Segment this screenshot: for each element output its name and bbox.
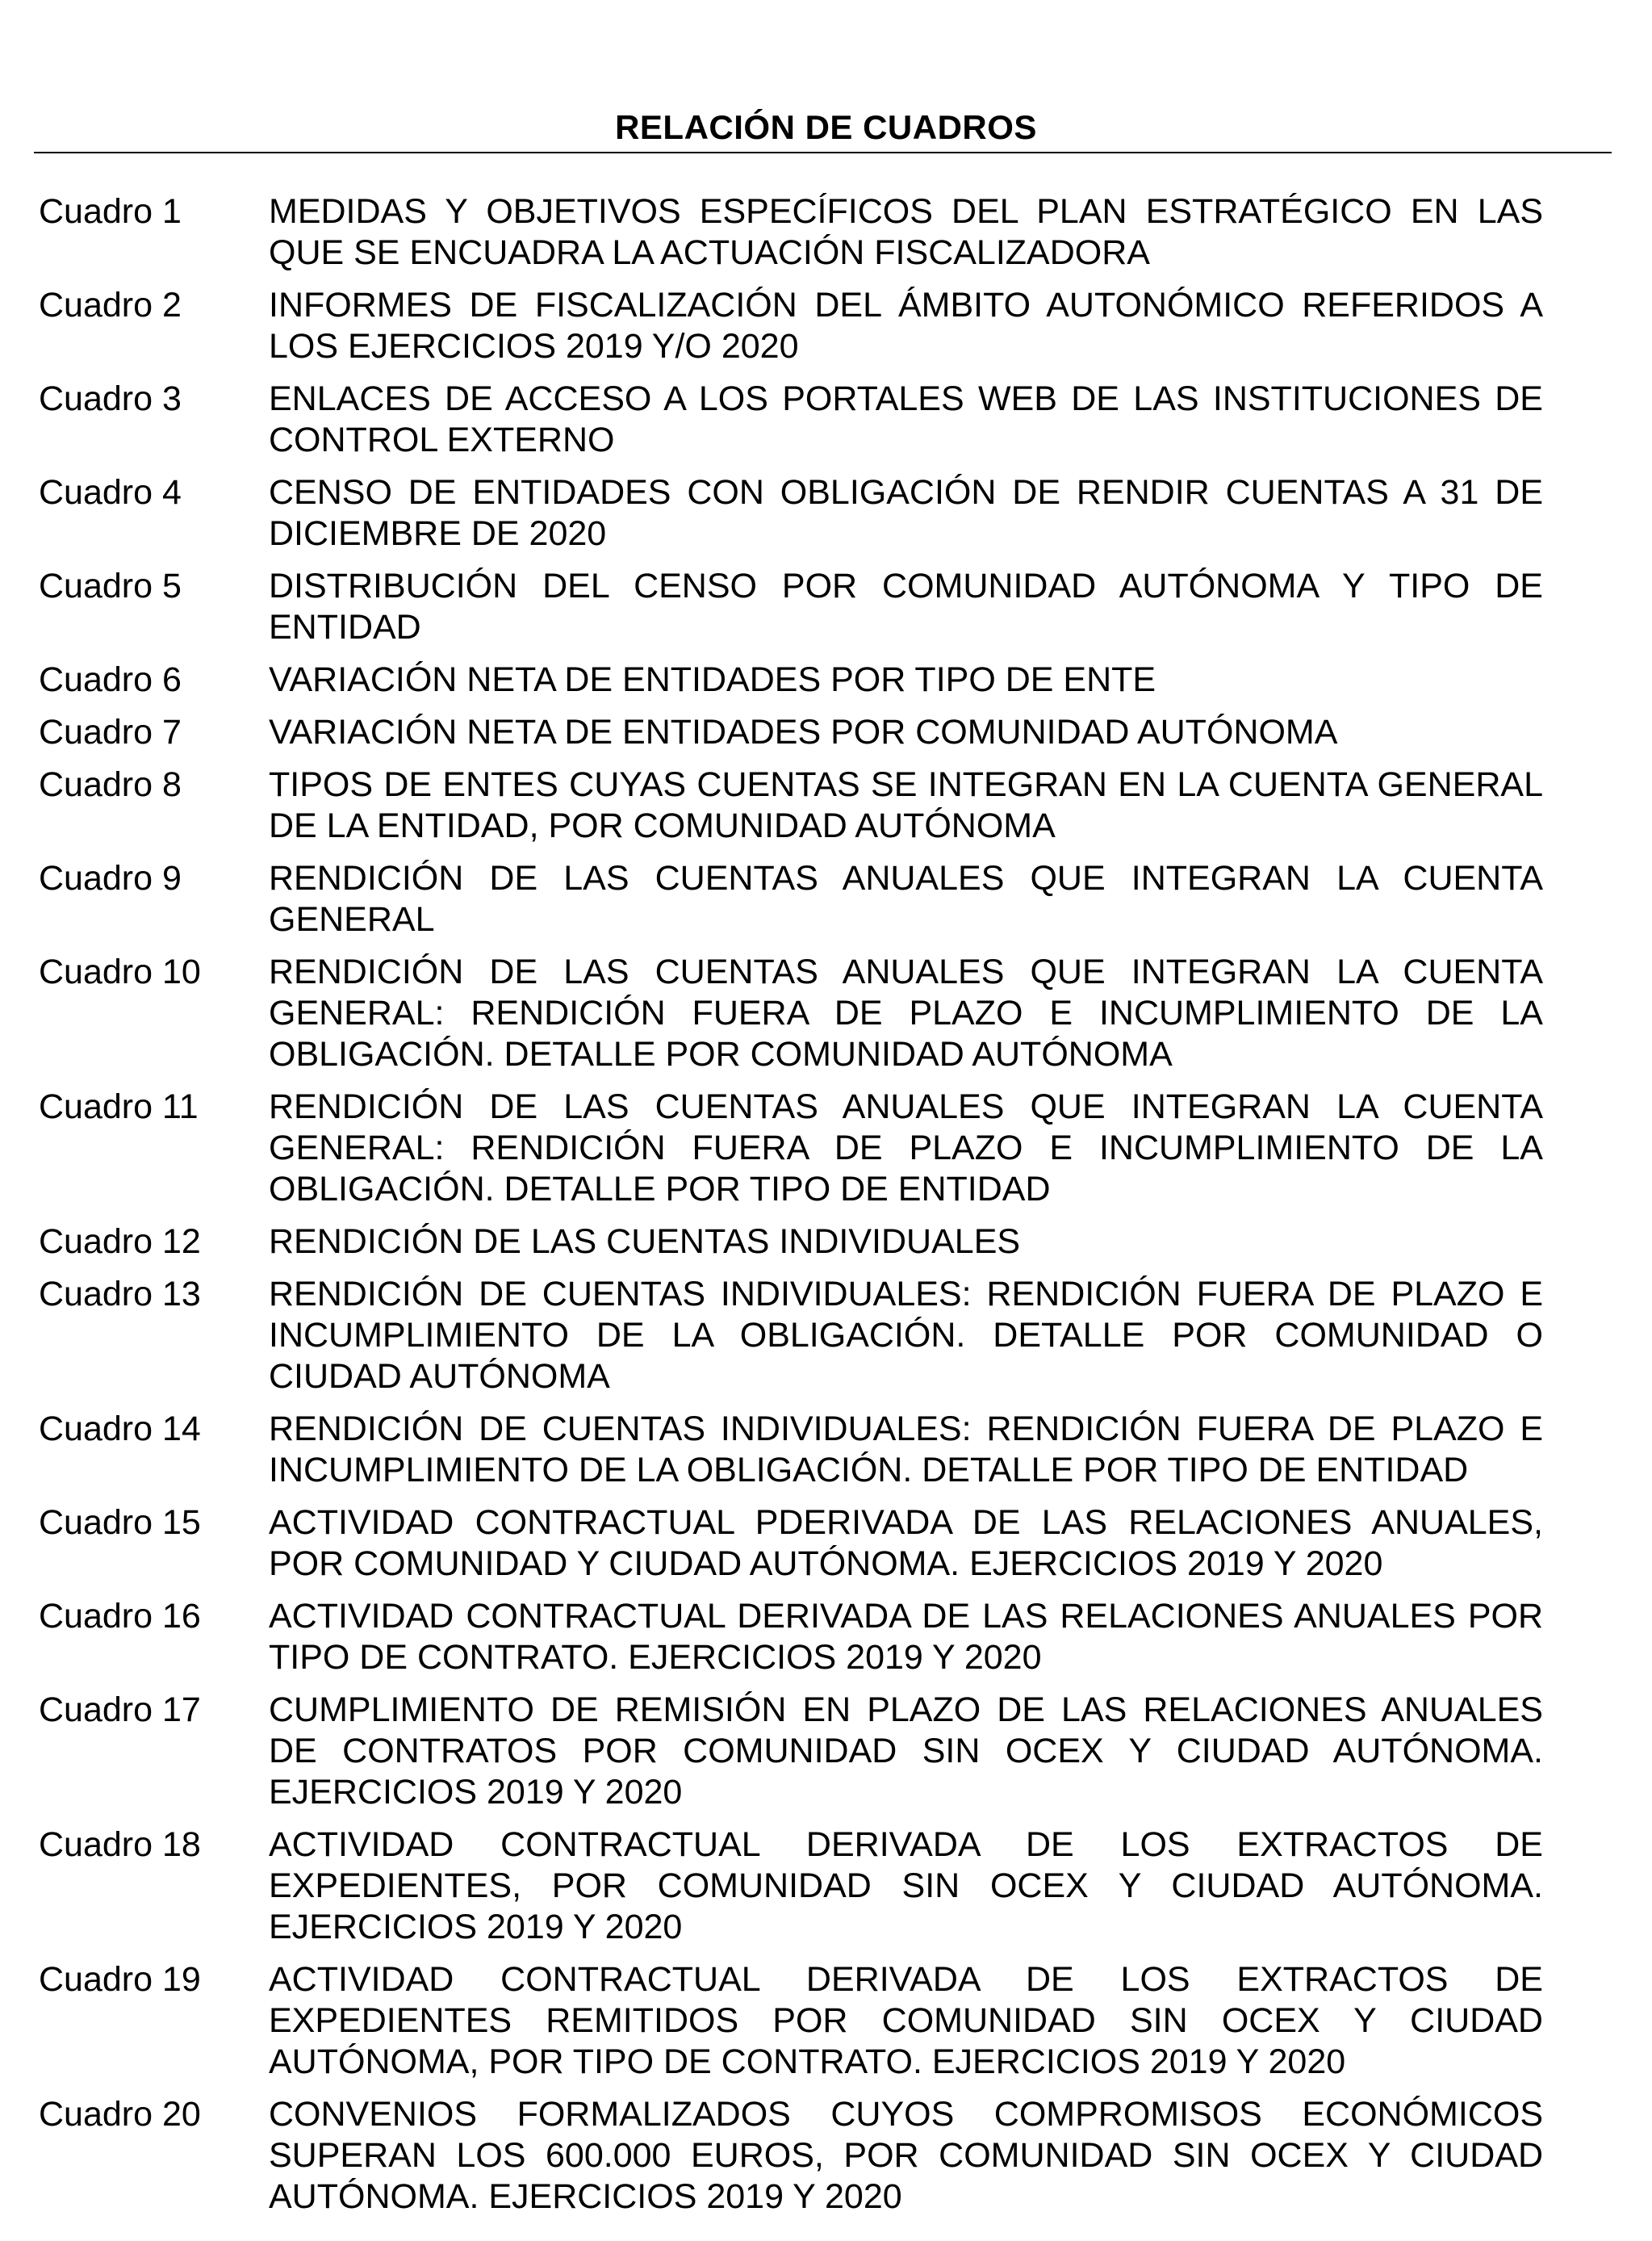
item-label: Cuadro 14: [39, 1410, 201, 1448]
list-item: [39, 285, 1543, 367]
table-list: [39, 191, 1543, 2229]
list-item: [39, 191, 1543, 274]
item-label: Cuadro 20: [39, 2095, 201, 2134]
item-label: Cuadro 2: [39, 286, 182, 325]
item-label: Cuadro 5: [39, 567, 182, 605]
item-description: RENDICIÓN DE CUENTAS INDIVIDUALES: RENDICIÓN FUERA DE PLAZO E INCUMPLIMIENTO DE LA OBLIGACIÓN. DETALLE POR TIPO DE ENTIDAD: [269, 1410, 1543, 1489]
item-label: Cuadro 13: [39, 1275, 201, 1313]
item-label: Cuadro 3: [39, 379, 182, 418]
item-description: RENDICIÓN DE CUENTAS INDIVIDUALES: RENDICIÓN FUERA DE PLAZO E INCUMPLIMIENTO DE LA OBLIGACIÓN. DETALLE POR COMUNIDAD O CIUDAD AUTÓNOMA: [269, 1275, 1543, 1396]
list-item: [39, 379, 1543, 461]
item-description: TIPOS DE ENTES CUYAS CUENTAS SE INTEGRAN EN LA CUENTA GENERAL DE LA ENTIDAD, POR COMUNIDAD AUTÓNOMA: [269, 765, 1543, 845]
item-description: MEDIDAS Y OBJETIVOS ESPECÍFICOS DEL PLAN ESTRATÉGICO EN LAS QUE SE ENCUADRA LA ACTUACIÓN FISCALIZADORA: [269, 192, 1543, 272]
item-label: Cuadro 12: [39, 1222, 201, 1261]
list-item: [39, 952, 1543, 1075]
item-label: Cuadro 8: [39, 765, 182, 804]
item-description: CENSO DE ENTIDADES CON OBLIGACIÓN DE RENDIR CUENTAS A 31 DE DICIEMBRE DE 2020: [269, 473, 1543, 553]
item-description: CUMPLIMIENTO DE REMISIÓN EN PLAZO DE LAS RELACIONES ANUALES DE CONTRATOS POR COMUNIDAD SIN OCEX Y CIUDAD AUTÓNOMA. EJERCICIOS 2019 Y 2020: [269, 1690, 1543, 1812]
list-item: [39, 1087, 1543, 1210]
item-description: ENLACES DE ACCESO A LOS PORTALES WEB DE LAS INSTITUCIONES DE CONTROL EXTERNO: [269, 379, 1543, 459]
item-label: Cuadro 15: [39, 1503, 201, 1542]
item-description: INFORMES DE FISCALIZACIÓN DEL ÁMBITO AUTONÓMICO REFERIDOS A LOS EJERCICIOS 2019 Y/O 2020: [269, 286, 1543, 366]
list-item: [39, 1502, 1543, 1585]
item-label: Cuadro 9: [39, 859, 182, 898]
page-title: RELACIÓN DE CUADROS: [615, 108, 1037, 146]
item-description: RENDICIÓN DE LAS CUENTAS INDIVIDUALES: [269, 1222, 1021, 1261]
item-label: Cuadro 19: [39, 1960, 201, 1999]
item-description: VARIACIÓN NETA DE ENTIDADES POR TIPO DE ENTE: [269, 660, 1156, 699]
item-description: ACTIVIDAD CONTRACTUAL DERIVADA DE LOS EXTRACTOS DE EXPEDIENTES REMITIDOS POR COMUNIDAD SIN OCEX Y CIUDAD AUTÓNOMA, POR TIPO DE CONTRATO. EJERCICIOS 2019 Y 2020: [269, 1960, 1543, 2081]
item-label: Cuadro 16: [39, 1597, 201, 1636]
list-item: [39, 712, 1543, 753]
item-description: ACTIVIDAD CONTRACTUAL DERIVADA DE LAS RELACIONES ANUALES POR TIPO DE CONTRATO. EJERCICIOS 2019 Y 2020: [269, 1597, 1543, 1677]
item-description: RENDICIÓN DE LAS CUENTAS ANUALES QUE INTEGRAN LA CUENTA GENERAL: RENDICIÓN FUERA DE PLAZO E INCUMPLIMIENTO DE LA OBLIGACIÓN. DETALLE POR TIPO DE ENTIDAD: [269, 1087, 1543, 1208]
list-item: [39, 1596, 1543, 1678]
list-item: [39, 1274, 1543, 1397]
list-item: [39, 764, 1543, 847]
item-description: DISTRIBUCIÓN DEL CENSO POR COMUNIDAD AUTÓNOMA Y TIPO DE ENTIDAD: [269, 567, 1543, 647]
item-label: Cuadro 4: [39, 473, 182, 512]
item-description: VARIACIÓN NETA DE ENTIDADES POR COMUNIDAD AUTÓNOMA: [269, 713, 1338, 752]
list-item: [39, 1959, 1543, 2083]
item-label: Cuadro 18: [39, 1825, 201, 1864]
item-description: ACTIVIDAD CONTRACTUAL PDERIVADA DE LAS RELACIONES ANUALES, POR COMUNIDAD Y CIUDAD AUTÓNOMA. EJERCICIOS 2019 Y 2020: [269, 1503, 1543, 1583]
item-description: RENDICIÓN DE LAS CUENTAS ANUALES QUE INTEGRAN LA CUENTA GENERAL: [269, 859, 1543, 939]
item-description: ACTIVIDAD CONTRACTUAL DERIVADA DE LOS EXTRACTOS DE EXPEDIENTES, POR COMUNIDAD SIN OCEX Y CIUDAD AUTÓNOMA. EJERCICIOS 2019 Y 2020: [269, 1825, 1543, 1946]
list-item: [39, 1409, 1543, 1491]
item-label: Cuadro 7: [39, 713, 182, 752]
item-label: Cuadro 17: [39, 1690, 201, 1729]
item-description: RENDICIÓN DE LAS CUENTAS ANUALES QUE INTEGRAN LA CUENTA GENERAL: RENDICIÓN FUERA DE PLAZO E INCUMPLIMIENTO DE LA OBLIGACIÓN. DETALLE POR COMUNIDAD AUTÓNOMA: [269, 953, 1543, 1074]
list-item: [39, 660, 1543, 701]
item-description: CONVENIOS FORMALIZADOS CUYOS COMPROMISOS ECONÓMICOS SUPERAN LOS 600.000 EUROS, POR COMUNIDAD SIN OCEX Y CIUDAD AUTÓNOMA. EJERCICIOS 2019 Y 2020: [269, 2095, 1543, 2216]
list-item: [39, 858, 1543, 940]
list-item: [39, 1824, 1543, 1948]
list-item: [39, 1221, 1543, 1263]
title-divider: [34, 152, 1612, 153]
list-item: [39, 2094, 1543, 2218]
list-item: [39, 566, 1543, 648]
item-label: Cuadro 11: [39, 1087, 199, 1126]
list-item: [39, 1690, 1543, 1813]
item-label: Cuadro 10: [39, 953, 201, 991]
item-label: Cuadro 1: [39, 192, 182, 231]
item-label: Cuadro 6: [39, 660, 182, 699]
list-item: [39, 472, 1543, 555]
